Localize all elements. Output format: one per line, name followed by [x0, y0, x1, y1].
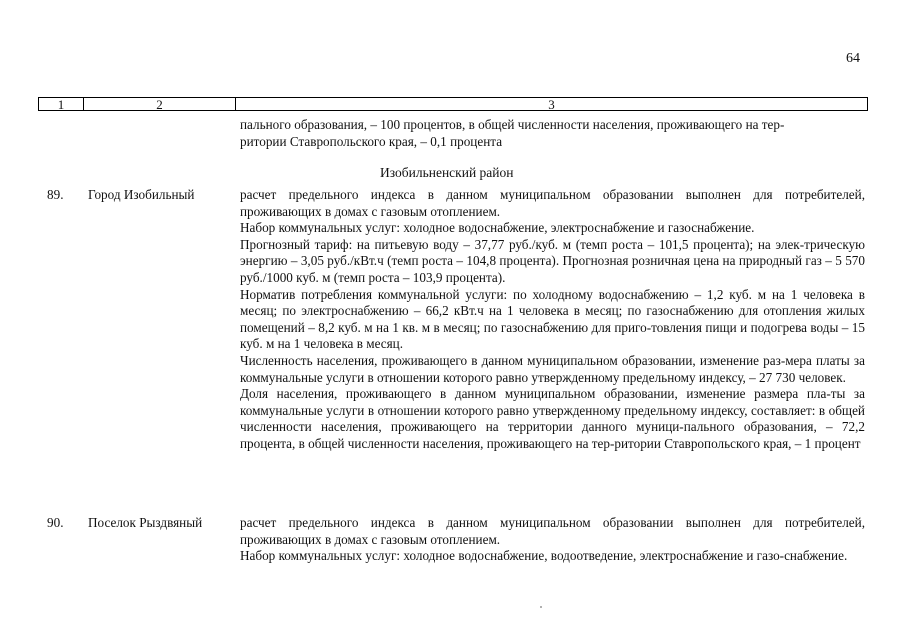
description-paragraph: Набор коммунальных услуг: холодное водоснабжение, водоотведение, электроснабжение и газо-снабжение. [240, 548, 848, 564]
continuation-line: пального образования, – 100 процентов, в общей численности населения, проживающего на тер- [240, 117, 785, 132]
scan-speck [540, 606, 542, 608]
continuation-line: ритории Ставропольского края, – 0,1 процента [240, 133, 503, 149]
table-column-header [38, 97, 868, 111]
description-paragraph: расчет предельного индекса в данном муниципальном образовании выполнен для потребителей, проживающих в домах с газовым отоплением. [240, 187, 865, 219]
row-number: 90. [47, 515, 64, 530]
section-title: Изобильненский район [380, 165, 514, 180]
description-paragraph: Прогнозный тариф: на питьевую воду – 37,77 руб./куб. м (темп роста – 101,5 процента); на элек-трическую энергию – 3,05 руб./кВт.ч (темп роста – 104,8 процента). Прогнозная розничная цена на природный газ – 5 570 руб./1000 куб. м (темп роста – 103,9 процента). [240, 236, 865, 285]
row-municipality-name: Поселок Рыздвяный [88, 515, 203, 530]
description-paragraph: Норматив потребления коммунальной услуги: по холодному водоснабжению – 1,2 куб. м на 1 человека в месяц; по электроснабжению – 66,2 кВт.ч на 1 человека в месяц; по газоснабжению для отопления жилых помещений – 8,2 куб. м на 1 кв. м в месяц; по газоснабжению для приго-товления пищи и подогрева воды – 15 куб. м на 1 человека в месяц. [240, 286, 865, 352]
description-paragraph: Численность населения, проживающего в данном муниципальном образовании, изменение раз-мера платы за коммунальные услуги в отношении которого равно утвержденному предельному индексу, – 27 730 человек. [240, 352, 865, 385]
column-header-1: 1 [39, 98, 84, 110]
row-description [240, 187, 865, 453]
row-municipality-name: Город Изобильный [88, 187, 195, 202]
column-header-2: 2 [84, 98, 236, 110]
description-paragraph: расчет предельного индекса в данном муниципальном образовании выполнен для потребителей, проживающих в домах с газовым отоплением. [240, 515, 865, 547]
description-paragraph: Доля населения, проживающего в данном муниципальном образовании, изменение размера пла-ты за коммунальные услуги в отношении которого равно утвержденному предельному индексу, составляет: в общей численности населения, проживающего на территории данного муници-пального образования, – 72,2 процента, в общей численности населения, проживающего на тер-ритории Ставропольского края, – 1 процент [240, 386, 865, 451]
continuation-text [240, 117, 865, 150]
column-header-3: 3 [548, 97, 555, 112]
description-paragraph: Набор коммунальных услуг: холодное водоснабжение, электроснабжение и газоснабжение. [240, 220, 755, 236]
page-number: 64 [846, 51, 860, 66]
row-description [240, 515, 865, 565]
row-number: 89. [47, 187, 64, 202]
